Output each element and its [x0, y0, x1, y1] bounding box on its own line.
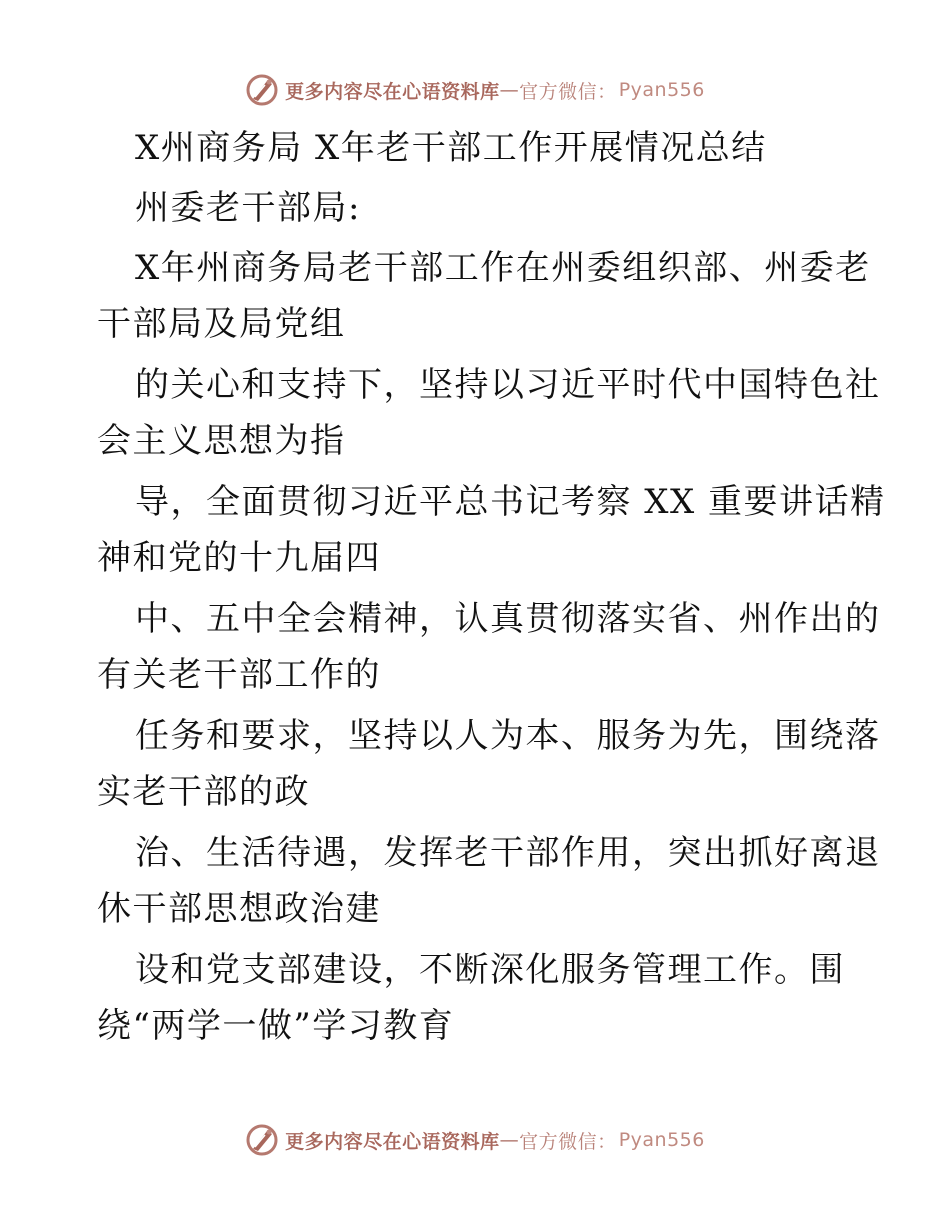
watermark-separator: —: [499, 1129, 520, 1151]
header-watermark: [0, 70, 950, 110]
watermark-wechat-label: 官方微信：: [519, 80, 617, 103]
paragraph-line: X年州商务局老干部工作在州委组织部、州委老: [135, 248, 871, 288]
watermark-wechat-id: Pyan556: [618, 79, 705, 101]
quill-pen-logo-icon: [245, 73, 279, 107]
paragraph-line: 绕“两学一做”学习教育: [97, 1006, 455, 1046]
paragraph-line: 中、五中全会精神，认真贯彻落实省、州作出的: [135, 599, 881, 639]
paragraph-line: 干部局及局党组: [97, 304, 346, 344]
watermark-main-text: 更多内容尽在心语资料库: [285, 80, 500, 103]
paragraph-line: 休干部思想政治建: [97, 889, 381, 929]
watermark-wechat-id: Pyan556: [618, 1129, 705, 1151]
document-title: X州商务局 X年老干部工作开展情况总结: [135, 128, 767, 168]
paragraph-line: 任务和要求，坚持以人为本、服务为先，围绕落: [135, 716, 881, 756]
quill-pen-logo-icon: [245, 1123, 279, 1157]
paragraph-line: 有关老干部工作的: [97, 655, 381, 695]
document-salutation: 州委老干部局:: [135, 188, 361, 228]
watermark-wechat-label: 官方微信：: [519, 1130, 617, 1153]
watermark-separator: —: [499, 79, 520, 101]
watermark-main-text: 更多内容尽在心语资料库: [285, 1130, 500, 1153]
footer-watermark: [0, 1120, 950, 1160]
paragraph-line: 会主义思想为指: [97, 421, 346, 461]
paragraph-line: 导，全面贯彻习近平总书记考察 XX 重要讲话精: [135, 482, 886, 522]
paragraph-line: 的关心和支持下，坚持以习近平时代中国特色社: [135, 365, 881, 405]
paragraph-line: 实老干部的政: [97, 772, 310, 812]
paragraph-line: 治、生活待遇，发挥老干部作用，突出抓好离退: [135, 833, 881, 873]
paragraph-line: 神和党的十九届四: [97, 538, 381, 578]
paragraph-line: 设和党支部建设，不断深化服务管理工作。围: [135, 950, 845, 990]
